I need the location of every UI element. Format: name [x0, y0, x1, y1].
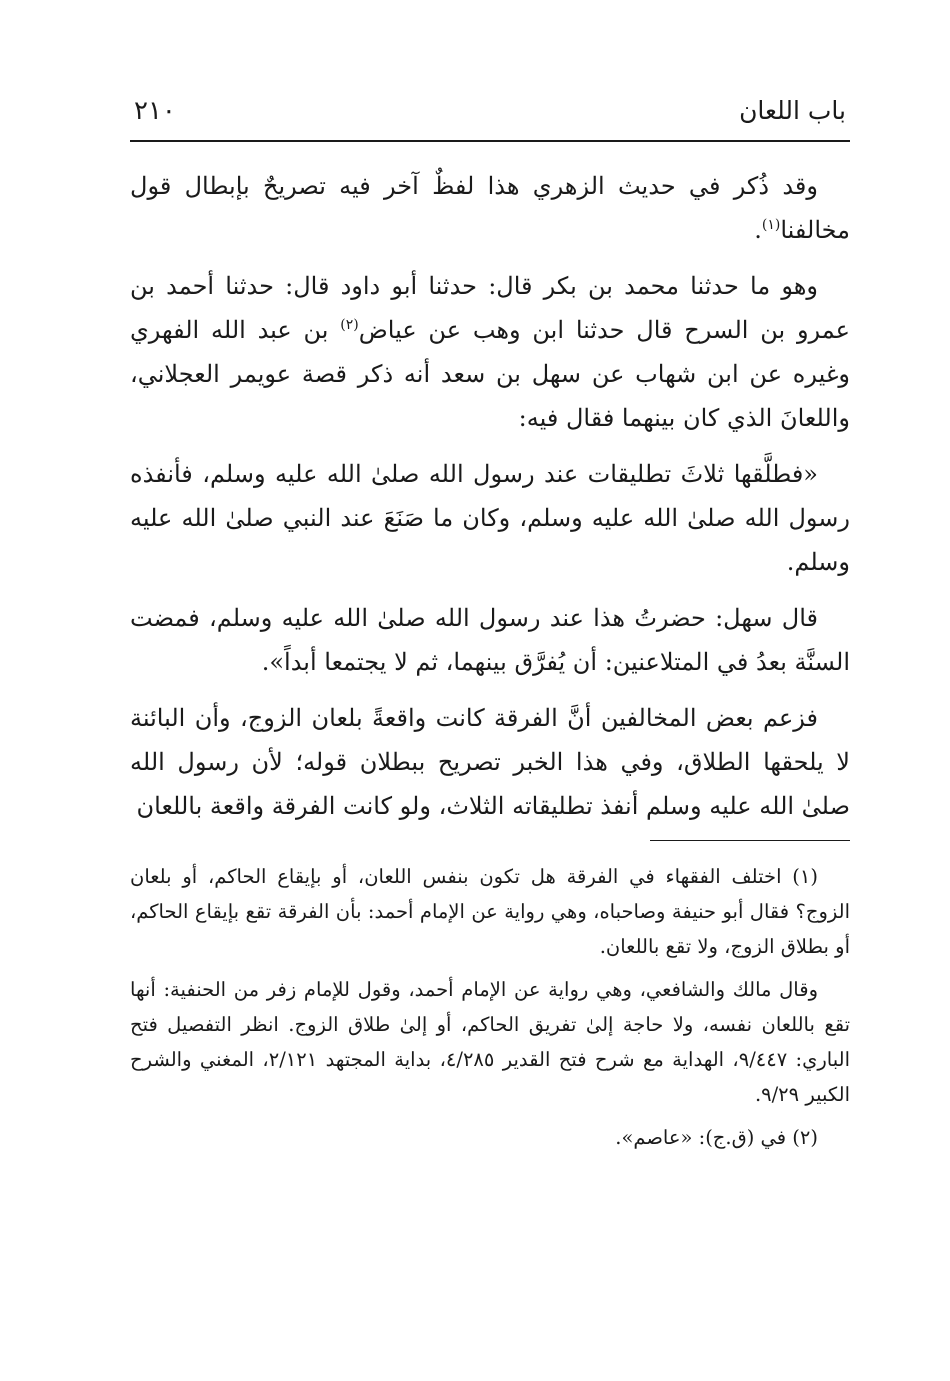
footnote-ref-1: (١) [761, 217, 781, 233]
page-number: ٢١٠ [134, 96, 176, 126]
book-page [130, 96, 850, 1163]
footnote-ref-2: (٢) [340, 317, 359, 333]
paragraph-1-text: وقد ذُكر في حديث الزهري هذا لفظٌ آخر فيه تصريحٌ بإبطال قول مخالفنا [130, 172, 850, 244]
footnote-2: (٢) في (ق.ج): «عاصم». [615, 1126, 818, 1149]
paragraph-2-after-ref: بن عبد الله الفهري وغيره عن ابن شهاب عن سهل بن سعد أنه ذكر قصة عويمر العجلاني، واللعانَ الذي كان بينهما فقال فيه: [130, 316, 850, 432]
paragraph-2-before-ref: وهو ما حدثنا محمد بن بكر قال: حدثنا أبو داود قال: حدثنا أحمد بن عمرو بن السرح قال حدثنا ابن وهب عن عياض [130, 272, 850, 344]
paragraph-4: قال سهل: حضرتُ هذا عند رسول الله صلىٰ الله عليه وسلم، فمضت السنَّة بعدُ في المتلاعنين: أن يُفرَّق بينهما، ثم لا يجتمعا أبداً». [130, 604, 850, 676]
main-text [130, 164, 850, 828]
footnote-1-part-2: وقال مالك والشافعي، وهي رواية عن الإمام أحمد، وقول للإمام زفر من الحنفية: أنها تقع باللعان نفسه، ولا حاجة إلىٰ تفريق الحاكم، أو إلىٰ طلاق الزوج. انظر التفصيل فتح الباري: ٩/٤٤٧، الهداية مع شرح فتح القدير ٤/٢٨٥، بداية المجتهد ٢/١٢١، المغني والشرح الكبير ٩/٢٩. [130, 978, 850, 1106]
paragraph-5: فزعم بعض المخالفين أنَّ الفرقة كانت واقعةً بلعان الزوج، وأن البائنة لا يلحقها الطلاق، وفي هذا الخبر تصريح ببطلان قوله؛ لأن رسول الله صلىٰ الله عليه وسلم أنفذ تطليقاته الثلاث، ولو كانت الفرقة واقعة باللعان [130, 704, 850, 820]
paragraph-1-end: . [754, 216, 762, 244]
footnotes [130, 859, 850, 1155]
footnote-separator [650, 840, 850, 841]
running-title: باب اللعان [739, 96, 846, 125]
paragraph-1 [130, 164, 850, 252]
footnote-1-part-1: (١) اختلف الفقهاء في الفرقة هل تكون بنفس اللعان، أو بإيقاع الحاكم، أو بلعان الزوج؟ فقال أبو حنيفة وصاحباه، وهي رواية عن الإمام أحمد: بأن الفرقة تقع بإيقاع الحاكم، أو بطلاق الزوج، ولا تقع باللعان. [130, 865, 850, 958]
paragraph-3: «فطلَّقها ثلاثَ تطليقات عند رسول الله صلىٰ الله عليه وسلم، فأنفذه رسول الله صلىٰ الله عليه وسلم، وكان ما صَنَعَ عند النبي صلىٰ الله عليه وسلم. [130, 460, 850, 576]
paragraph-2 [130, 264, 850, 440]
page-header [130, 96, 850, 142]
